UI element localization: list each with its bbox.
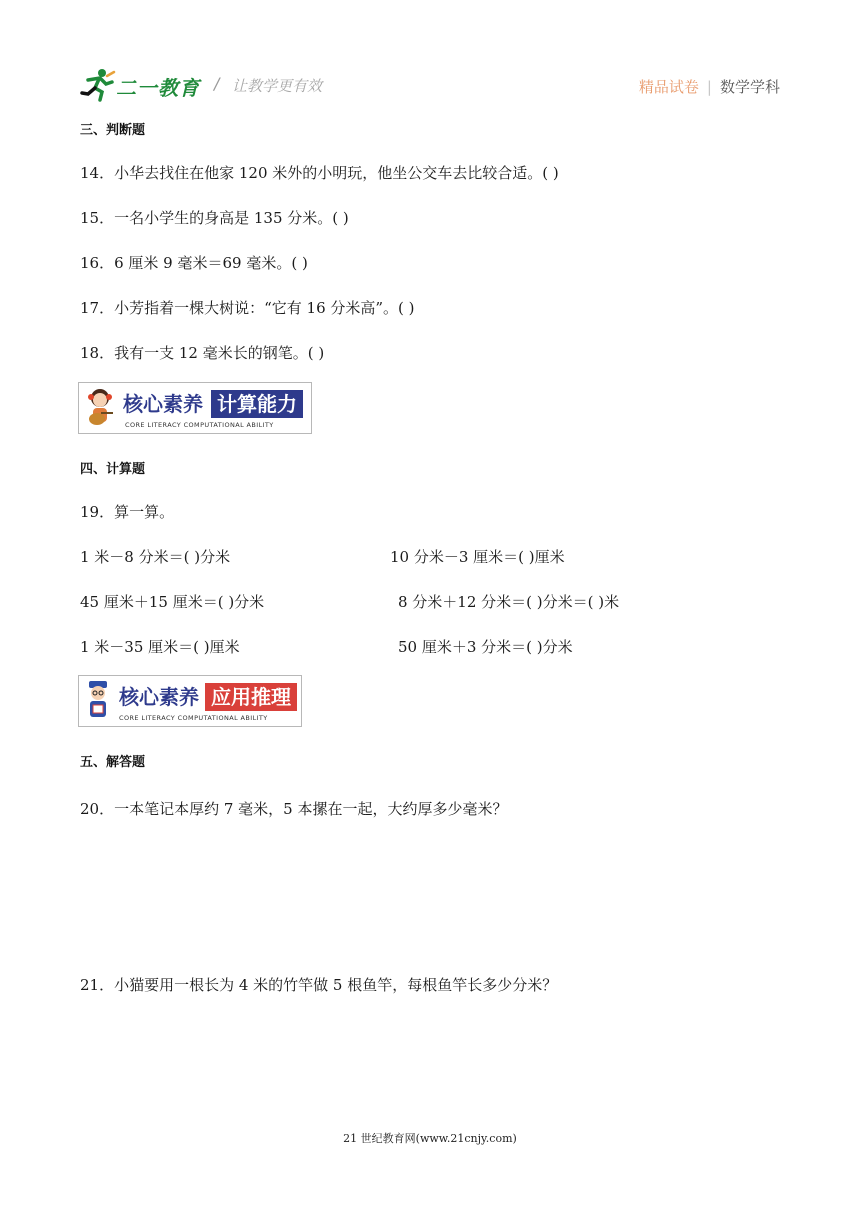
section-title-calculation: 四、计算题 [80, 462, 146, 477]
tag-subject: 数学学科 [719, 78, 780, 96]
question-18: 18．我有一支 12 毫米长的钢笔。( ) [80, 344, 325, 362]
brand-name: 二一教育 [116, 76, 200, 100]
brand-logo [80, 68, 410, 104]
calc-row1-item2: 10 分米－3 厘米＝( )厘米 [390, 548, 565, 566]
question-16: 16．6 厘米 9 毫米＝69 毫米。( ) [80, 254, 308, 272]
section-title-judgement: 三、判断题 [80, 123, 146, 138]
badge-label-computational: 计算能力 [211, 390, 303, 418]
calc-row2-item2: 8 分米＋12 分米＝( )分米＝( )米 [398, 593, 620, 611]
question-17: 17．小芳指着一棵大树说：“它有 16 分米高”。( ) [80, 299, 415, 317]
question-15: 15．一名小学生的身高是 135 分米。( ) [80, 209, 349, 227]
question-14: 14．小华去找住在他家 120 米外的小明玩，他坐公交车去比较合适。( ) [80, 164, 559, 182]
question-19: 19．算一算。 [80, 503, 175, 521]
runner-logo-icon [80, 68, 116, 102]
tag-divider: | [706, 78, 712, 96]
header-tags [639, 76, 780, 97]
section-title-word-problems: 五、解答题 [80, 755, 146, 770]
badge-subtitle: CORE LITERACY COMPUTATIONAL ABILITY [125, 421, 274, 429]
calc-row1-item1: 1 米－8 分米＝( )分米 [80, 548, 231, 566]
boy-reading-icon [83, 679, 113, 723]
badge-computational-ability [78, 382, 312, 434]
brand-slogan: 让教学更有效 [232, 77, 323, 95]
badge-subtitle: CORE LITERACY COMPUTATIONAL ABILITY [119, 714, 268, 722]
question-21: 21．小猫要用一根长为 4 米的竹竿做 5 根鱼竿，每根鱼竿长多少分米？ [80, 976, 558, 994]
calc-row3-item1: 1 米－35 厘米＝( )厘米 [80, 638, 240, 656]
badge-label-core-literacy: 核心素养 [123, 392, 203, 416]
calc-row2-item1: 45 厘米＋15 厘米＝( )分米 [80, 593, 265, 611]
badge-application-reasoning [78, 675, 302, 727]
badge-label-core-literacy: 核心素养 [119, 685, 199, 709]
brand-separator: / [214, 74, 220, 93]
tag-premium-paper: 精品试卷 [638, 78, 699, 96]
page-footer: 21 世纪教育网(www.21cnjy.com) [343, 1132, 517, 1145]
question-20: 20．一本笔记本厚约 7 毫米，5 本摞在一起，大约厚多少毫米？ [80, 800, 508, 818]
badge-label-application: 应用推理 [205, 683, 297, 711]
calc-row3-item2: 50 厘米＋3 分米＝( )分米 [398, 638, 573, 656]
girl-guitar-icon [85, 387, 115, 429]
